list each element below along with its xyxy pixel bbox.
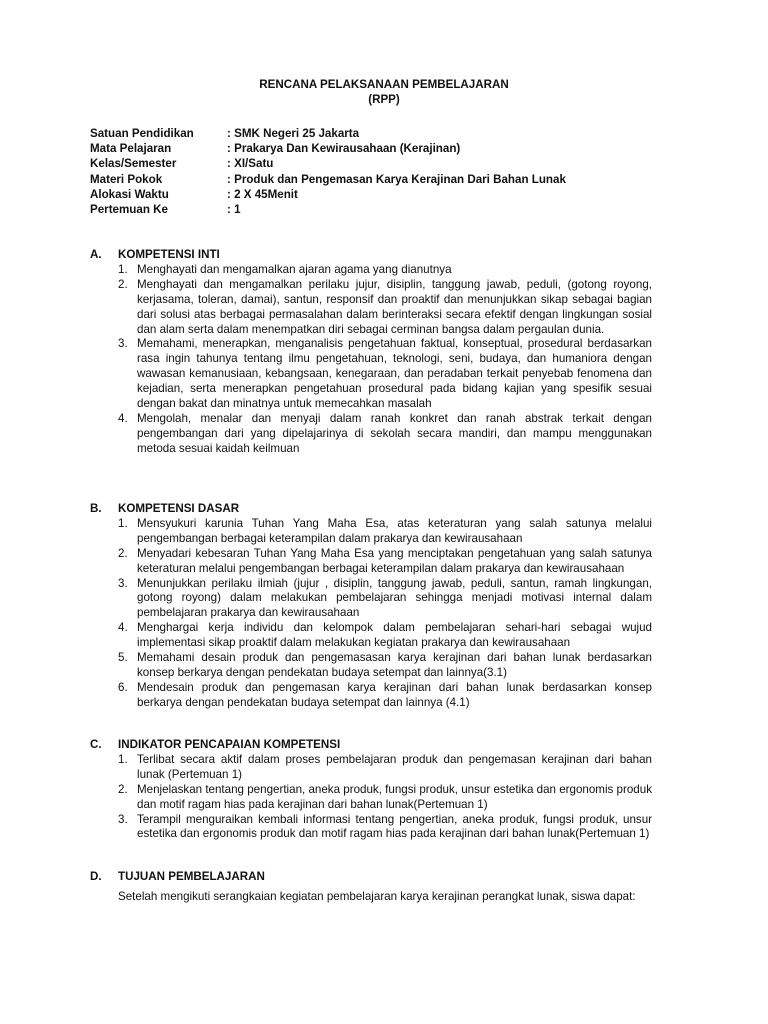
- item-text: Menghayati dan mengamalkan ajaran agama yang dianutnya: [137, 262, 452, 276]
- item-text: Mendesain produk dan pengemasan karya kerajinan dari bahan lunak berdasarkan konsep berkarya dengan pendekatan budaya setempat dan lainnya (4.1): [137, 680, 652, 709]
- identity-label: Mata Pelajaran: [90, 142, 172, 156]
- section-heading: [90, 738, 652, 753]
- item-number: 5.: [118, 651, 128, 665]
- item-text: Terlibat secara aktif dalam proses pembelajaran produk dan pengemasan kerajinan dari bahan lunak (Pertemuan 1): [137, 752, 652, 781]
- doc-title: RENCANA PELAKSANAAN PEMBELAJARAN: [259, 78, 509, 91]
- identity-label: Satuan Pendidikan: [90, 127, 194, 140]
- section-title: KOMPETENSI INTI: [118, 248, 220, 261]
- item-text: Memahami desain produk dan pengemasasan karya kerajinan dari bahan lunak berdasarkan konsep berkarya dengan pendekatan budaya setempat dan lainnya(3.1): [137, 651, 652, 679]
- item-text: Mensyukuri karunia Tuhan Yang Maha Esa, atas keteraturan yang salah satunya melalui pengembangan berbagai keterampilan dalam prakarya dan kewirausahaan: [137, 516, 652, 545]
- identity-label: Materi Pokok: [90, 172, 163, 186]
- list-item: [118, 337, 652, 412]
- section-indikator: [90, 738, 652, 842]
- section-paragraph: Setelah mengikuti serangkaian kegiatan pembelajaran karya kerajinan perangkat lunak, siswa dapat:: [118, 889, 636, 903]
- indicator-list: [90, 753, 652, 842]
- item-number: 2.: [118, 782, 128, 796]
- identity-value: : Produk dan Pengemasan Karya Kerajinan Dari Bahan Lunak: [227, 172, 566, 186]
- identity-block: [90, 127, 566, 218]
- identity-value: : 1: [227, 202, 241, 216]
- item-number: 4.: [118, 411, 128, 425]
- list-item: [118, 412, 652, 457]
- item-number: 3.: [118, 337, 128, 351]
- identity-label: Pertemuan Ke: [90, 202, 168, 216]
- identity-value: : XI/Satu: [227, 157, 274, 171]
- competency-list: [90, 263, 652, 457]
- item-number: 3.: [118, 576, 128, 590]
- section-tujuan: [90, 870, 652, 905]
- doc-subtitle: (RPP): [368, 93, 400, 106]
- competency-list: [90, 517, 652, 711]
- item-text: Menghargai kerja individu dan kelompok dalam pembelajaran sehari-hari sebagai wujud implementasi sikap proaktif dalam melakukan kegiatan prakarya dan kewirausahaan: [137, 621, 652, 650]
- item-number: 3.: [118, 812, 128, 826]
- item-number: 6.: [118, 680, 128, 694]
- item-number: 1.: [118, 516, 128, 530]
- item-text: Memahami, menerapkan, menganalisis pengetahuan faktual, konseptual, prosedural berdasarkan rasa ingin tahunya tentang ilmu pengetahuan, teknologi, seni, budaya, dan humaniora dengan wawasan kemanusiaan, kebangsaan, kenegaraan, dan peradaban terkait penyebab fenomena dan kejadian, serta menerapkan pengetahuan prosedural pada bidang kajian yang spesifik sesuai dengan bakat dan minatnya untuk memecahkan masalah: [137, 337, 652, 411]
- identity-row: [90, 203, 566, 218]
- section-title: KOMPETENSI DASAR: [118, 502, 240, 515]
- list-item: [118, 263, 652, 278]
- item-number: 2.: [118, 277, 128, 291]
- item-text: Menghayati dan mengamalkan perilaku jujur, disiplin, tanggung jawab, peduli, (gotong royong, kerjasama, toleran, damai), santun, responsif dan proaktif dan menunjukkan sikap sebagai bagian dari solusi atas berbagai permasalahan dalam berinteraksi secara efektif dengan lingkungan sosial dan alam serta dalam menempatkan diri sebagai cerminan bangsa dalam pergaulan dunia.: [137, 277, 652, 336]
- item-number: 2.: [118, 546, 128, 560]
- section-kompetensi-dasar: [90, 502, 652, 711]
- item-text: Terampil menguraikan kembali informasi tentang pengertian, aneka produk, fungsi produk, unsur estetika dan ergonomis produk dan motif ragam hias pada kerajinan dari bahan lunak(Pertemuan 1): [137, 812, 652, 841]
- section-title: TUJUAN PEMBELAJARAN: [118, 870, 265, 883]
- identity-row: [90, 173, 566, 188]
- list-item: [118, 577, 652, 622]
- identity-row: [90, 127, 566, 142]
- list-item: [118, 651, 652, 681]
- section-title: INDIKATOR PENCAPAIAN KOMPETENSI: [118, 738, 341, 751]
- list-item: [118, 621, 652, 651]
- list-item: [118, 813, 652, 843]
- identity-row: [90, 157, 566, 172]
- identity-value: : SMK Negeri 25 Jakarta: [227, 127, 360, 140]
- item-text: Menunjukkan perilaku ilmiah (jujur , disiplin, tanggung jawab, peduli, santun, ramah lingkungan, gotong royong) dalam melakukan pembelajaran sehingga menjadi motivasi internal dalam pembelajaran prakarya dan kewirausahaan: [137, 576, 652, 620]
- identity-label: Alokasi Waktu: [90, 187, 169, 201]
- section-heading: [90, 502, 652, 517]
- list-item: [118, 547, 652, 577]
- item-text: Menjelaskan tentang pengertian, aneka produk, fungsi produk, unsur estetika dan ergonomis produk dan motif ragam hias pada kerajinan dari bahan lunak(Pertemuan 1): [137, 782, 652, 811]
- list-item: [118, 753, 652, 783]
- item-number: 4.: [118, 621, 128, 635]
- identity-value: : 2 X 45Menit: [227, 187, 298, 201]
- section-kompetensi-inti: [90, 248, 652, 457]
- section-letter: A.: [90, 248, 102, 261]
- identity-row: [90, 188, 566, 203]
- item-number: 1.: [118, 752, 128, 766]
- section-letter: B.: [90, 502, 102, 515]
- item-text: Menyadari kebesaran Tuhan Yang Maha Esa yang menciptakan pengetahuan yang salah satunya keteraturan melalui pengembangan berbagai keterampilan dalam prakarya dan kewirausahaan: [137, 546, 652, 575]
- identity-row: [90, 142, 566, 157]
- identity-value: : Prakarya Dan Kewirausahaan (Kerajinan): [227, 142, 461, 156]
- list-item: [118, 278, 652, 338]
- section-heading: [90, 870, 652, 885]
- section-heading: [90, 248, 652, 263]
- section-letter: D.: [90, 870, 102, 883]
- list-item: [118, 783, 652, 813]
- identity-label: Kelas/Semester: [90, 157, 177, 171]
- item-text: Mengolah, menalar dan menyaji dalam ranah konkret dan ranah abstrak terkait dengan pengembangan dari yang dipelajarinya di sekolah secara mandiri, dan mampu menggunakan metoda sesuai kaidah keilmuan: [137, 411, 652, 455]
- list-item: [118, 517, 652, 547]
- item-number: 1.: [118, 262, 128, 276]
- list-item: [118, 681, 652, 711]
- section-letter: C.: [90, 738, 102, 751]
